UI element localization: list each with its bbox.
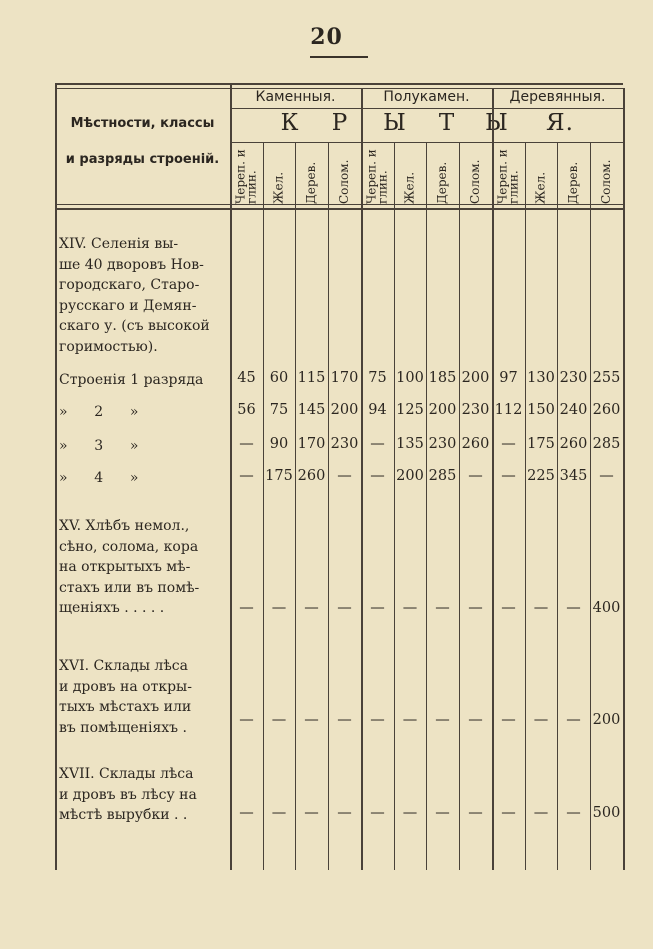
table-cell: 112 — [494, 402, 523, 418]
section-title: и дровъ въ лѣсу на — [59, 786, 197, 803]
krytiya-letter-3: Ы — [383, 110, 407, 136]
table-cell: — — [435, 600, 450, 616]
subcolumn-label: Жел. — [271, 171, 286, 204]
table-cell: — — [435, 805, 450, 821]
table-cell: 285 — [428, 468, 457, 484]
table-cell: 400 — [592, 600, 621, 616]
column-rule — [590, 142, 591, 870]
table-cell: — — [337, 468, 352, 484]
column-rule — [394, 142, 395, 870]
table-cell: — — [239, 436, 254, 452]
table-cell: 94 — [368, 402, 387, 418]
table-cell: — — [566, 805, 581, 821]
header-locality-line2: и разряды строеній. — [65, 152, 220, 167]
table-cell: 150 — [527, 402, 555, 418]
subcolumn-label: Дерев. — [435, 161, 449, 204]
table-cell: — — [239, 468, 254, 484]
table-cell: — — [239, 805, 254, 821]
table-cell: 240 — [559, 402, 588, 418]
table-cell: 260 — [297, 468, 326, 484]
header-bottom-rule — [55, 204, 623, 205]
table-cell: — — [468, 600, 483, 616]
insurance-rate-table — [55, 80, 623, 870]
table-cell: 97 — [499, 370, 518, 386]
table-cell: 170 — [297, 436, 326, 452]
krytiya-letter-4: Т — [438, 110, 456, 136]
table-cell: 500 — [592, 805, 621, 821]
subcolumn-label: Солом. — [599, 159, 613, 204]
section-title: въ помѣщеніяхъ . — [59, 719, 187, 736]
table-cell: — — [402, 712, 418, 728]
column-rule — [295, 142, 296, 870]
column-rule — [459, 142, 460, 870]
subcolumn-label: Череп. и глин. — [495, 149, 521, 204]
table-cell: 185 — [428, 370, 457, 386]
subcolumn-label: Дерев. — [566, 161, 580, 204]
table-cell: 145 — [297, 402, 326, 418]
table-cell: — — [533, 712, 549, 728]
row-label: Строенія 1 разряда — [59, 372, 204, 388]
table-cell: — — [304, 600, 319, 616]
table-cell: 90 — [269, 436, 289, 452]
table-cell: 200 — [330, 402, 359, 418]
table-cell: — — [501, 600, 516, 616]
section-title: и дровъ на откры- — [59, 678, 192, 695]
table-cell: 135 — [396, 436, 424, 452]
table-cell: 230 — [461, 402, 490, 418]
subcolumn-label: Жел. — [402, 171, 417, 204]
table-cell: 200 — [428, 402, 457, 418]
table-cell: 125 — [396, 402, 424, 418]
table-cell: — — [271, 712, 287, 728]
table-cell: — — [468, 712, 483, 728]
table-cell: — — [468, 805, 483, 821]
section-title: ше 40 дворовъ Нов- — [59, 256, 204, 273]
table-cell: — — [533, 600, 549, 616]
table-cell: — — [566, 712, 581, 728]
table-cell: — — [402, 805, 418, 821]
subcolumn-label: Дерев. — [304, 161, 318, 204]
table-cell: 285 — [592, 436, 621, 452]
table-cell: 75 — [368, 370, 387, 386]
table-cell: — — [501, 712, 516, 728]
table-cell: 255 — [592, 370, 621, 386]
group-label-stone: Каменныя. — [255, 89, 336, 105]
section-title: стахъ или въ помѣ- — [59, 579, 200, 596]
table-cell: 200 — [396, 468, 424, 484]
section-title: тыхъ мѣстахъ или — [59, 699, 192, 715]
section-title: XVI. Склады лѣса — [59, 658, 188, 674]
section-title: на открытыхъ мѣ- — [59, 559, 191, 575]
krytiya-letter-6: Я. — [546, 110, 574, 136]
table-cell: 260 — [461, 436, 490, 452]
header-bottom-rule-thick — [55, 208, 623, 210]
krytiya-letter-5: Ы — [485, 110, 509, 136]
table-cell: 230 — [428, 436, 457, 452]
column-rule — [328, 142, 329, 870]
table-cell: 130 — [527, 370, 555, 386]
section-title: городскаго, Старо- — [59, 277, 200, 293]
table-cell: — — [370, 805, 385, 821]
page-number-underline — [310, 56, 368, 58]
subcolumn-label: Череп. и глин. — [233, 149, 259, 204]
section-title: XVII. Склады лѣса — [59, 766, 194, 782]
groups-rule — [230, 108, 623, 109]
table-cell: 200 — [592, 712, 621, 728]
table-cell: — — [271, 805, 287, 821]
table-cell: 225 — [527, 468, 555, 484]
table-cell: — — [370, 712, 385, 728]
table-cell: 175 — [527, 436, 555, 452]
column-rule — [263, 142, 264, 870]
column-rule — [623, 88, 625, 870]
row-label: » 2 » — [59, 404, 139, 420]
table-cell: 175 — [265, 468, 293, 484]
table-cell: — — [271, 600, 287, 616]
section-title: скаго у. (съ высокой — [59, 318, 210, 334]
table-cell: — — [370, 468, 385, 484]
column-rule — [361, 88, 363, 870]
table-cell: — — [304, 805, 319, 821]
table-cell: 75 — [269, 402, 289, 418]
section-title: XV. Хлѣбъ немол., — [59, 518, 190, 534]
column-rule — [426, 142, 427, 870]
column-rule — [557, 142, 558, 870]
table-cell: 170 — [330, 370, 359, 386]
table-cell: 200 — [461, 370, 490, 386]
section-title: горимостью). — [59, 338, 158, 355]
table-cell: 345 — [559, 468, 588, 484]
table-cell: 230 — [330, 436, 359, 452]
table-cell: — — [501, 805, 516, 821]
table-cell: — — [337, 600, 352, 616]
table-cell: 60 — [269, 370, 289, 386]
table-cell: 45 — [237, 370, 256, 386]
table-cell: 56 — [237, 402, 256, 418]
krytiya-letter-2: Р — [331, 110, 349, 136]
header-locality-line1: Мѣстности, классы — [70, 116, 215, 131]
table-top-rule — [55, 83, 623, 85]
table-cell: — — [304, 712, 319, 728]
table-cell: — — [239, 712, 254, 728]
table-cell: — — [599, 468, 614, 484]
section-title: XIV. Селенія вы- — [59, 236, 179, 252]
table-cell: — — [370, 600, 385, 616]
table-cell: 100 — [396, 370, 424, 386]
table-cell: — — [468, 468, 483, 484]
page-number: 20 — [310, 24, 343, 50]
table-cell: — — [402, 600, 418, 616]
table-cell: — — [337, 805, 352, 821]
table-cell: — — [533, 805, 549, 821]
subcolumn-label: Солом. — [337, 159, 351, 204]
table-cell: — — [501, 468, 516, 484]
row-label: » 4 » — [59, 470, 139, 486]
section-title: сѣно, солома, кора — [59, 538, 199, 555]
row-label: » 3 » — [59, 438, 139, 454]
table-cell: 260 — [559, 436, 588, 452]
table-cell: 230 — [559, 370, 588, 386]
column-rule — [525, 142, 526, 870]
subcolumn-label: Солом. — [468, 159, 482, 204]
table-cell: — — [435, 712, 450, 728]
table-cell: — — [566, 600, 581, 616]
table-cell: 115 — [297, 370, 326, 386]
subcolumn-label: Череп. и глин. — [364, 149, 390, 204]
column-rule — [492, 88, 494, 870]
section-title: русскаго и Демян- — [59, 297, 197, 314]
table-cell: — — [501, 436, 516, 452]
table-cell: — — [337, 712, 352, 728]
column-rule — [230, 84, 232, 870]
group-label-semistone: Полукамен. — [383, 89, 470, 105]
section-title: мѣстѣ вырубки . . — [59, 807, 188, 823]
table-cell: — — [239, 600, 254, 616]
table-cell: — — [370, 436, 385, 452]
section-title: щеніяхъ . . . . . — [59, 600, 165, 616]
column-rule — [55, 84, 57, 870]
table-cell: 260 — [592, 402, 621, 418]
subcolumn-label: Жел. — [533, 171, 548, 204]
krytiya-letter-1: К — [280, 110, 300, 136]
group-label-wooden: Деревянныя. — [509, 89, 606, 105]
